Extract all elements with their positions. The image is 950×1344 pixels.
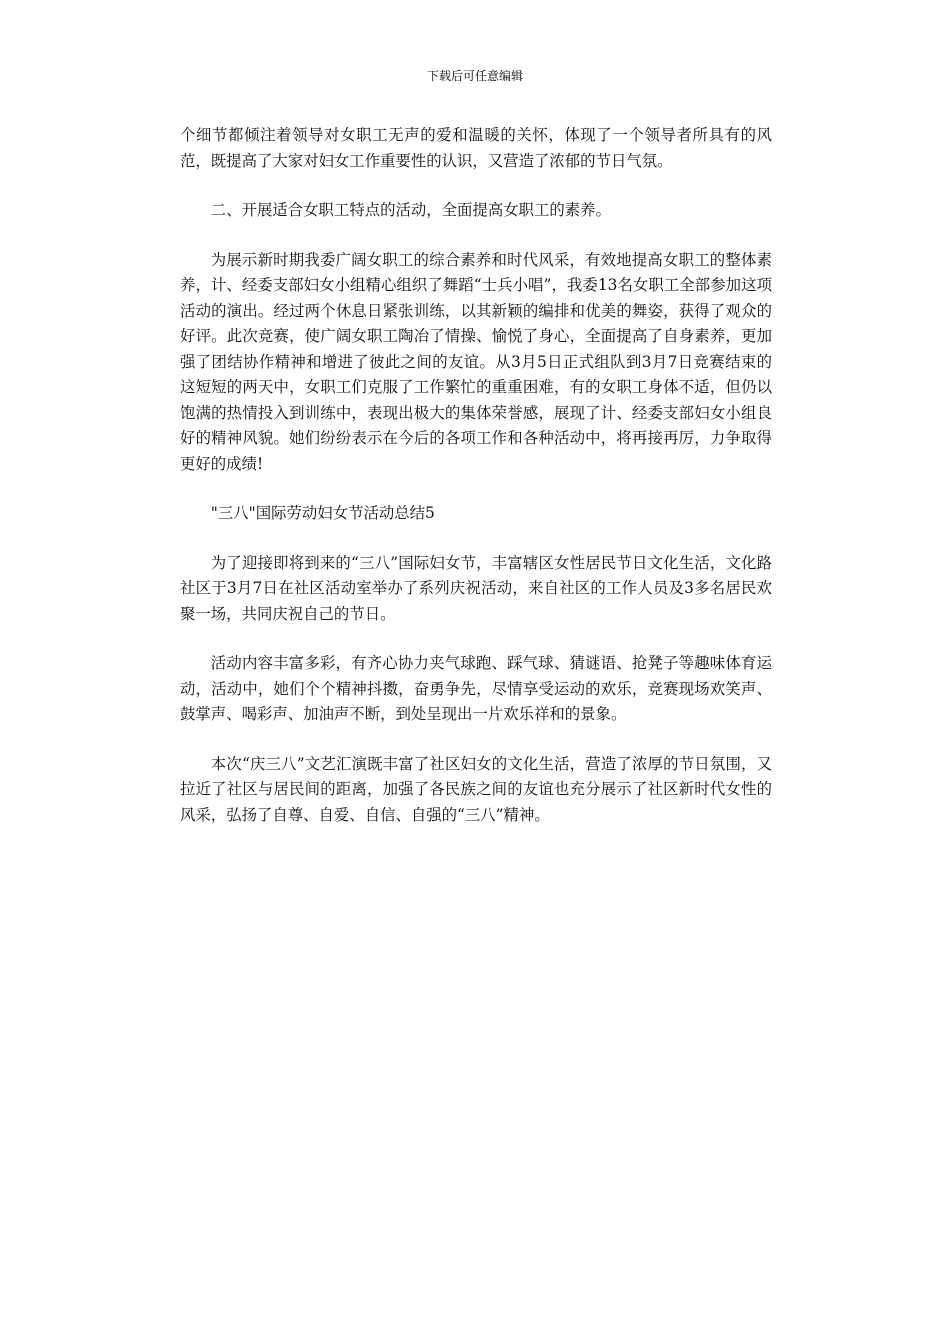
paragraph: 本次“庆三八”文艺汇演既丰富了社区妇女的文化生活，营造了浓厚的节日氛围，又拉近了社区与居民间的距离，加强了各民族之间的友谊也充分展示了社区新时代女性的风采，弘扬了自尊、自爱、自信、自强的“三八”精神。: [180, 754, 772, 824]
paragraph: 为了迎接即将到来的“三八”国际妇女节，丰富辖区女性居民节日文化生活，文化路社区于3月7日在社区活动室举办了系列庆祝活动，来自社区的工作人员及3多名居民欢聚一场，共同庆祝自己的节日。: [180, 553, 772, 623]
paragraph: 活动内容丰富多彩，有齐心协力夹气球跑、踩气球、猜谜语、抢凳子等趣味体育运动，活动中，她们个个精神抖擞，奋勇争先，尽情享受运动的欢乐，竞赛现场欢笑声、鼓掌声、喝彩声、加油声不断，到处呈现出一片欢乐祥和的景象。: [180, 654, 772, 723]
paragraph-continuation: 个细节都倾注着领导对女职工无声的爱和温暖的关怀，体现了一个领导者所具有的风范，既提高了大家对妇女工作重要性的认识，又营造了浓郁的节日气氛。: [180, 126, 772, 170]
page-header: 下载后可任意编辑: [426, 69, 523, 83]
paragraph: 为展示新时期我委广阔女职工的综合素养和时代风采，有效地提高女职工的整体素养，计、经委支部妇女小组精心组织了舞蹈“士兵小唱”，我委13名女职工全部参加这项活动的演出。经过两个休息日紧张训练，以其新颖的编排和优美的舞姿，获得了观众的好评。此次竞赛，使广阔女职工陶冶了情操、愉悦了身心，全面提高了自身素养，更加强了团结协作精神和增进了彼此之间的友谊。从3月5日正式组队到3月7日竞赛结束的这短短的两天中，女职工们克服了工作繁忙的重重困难，有的女职工身体不适，但仍以饱满的热情投入到训练中，表现出极大的集体荣誉感，展现了计、经委支部妇女小组良好的精神风貌。她们纷纷表示在今后的各项工作和各种活动中，将再接再厉，力争取得更好的成绩!: [180, 250, 772, 473]
section-heading: 二、开展适合女职工特点的活动，全面提高女职工的素养。: [210, 201, 611, 219]
document-body: [180, 123, 772, 852]
summary-title: "三八"国际劳动妇女节活动总结5: [210, 504, 435, 522]
